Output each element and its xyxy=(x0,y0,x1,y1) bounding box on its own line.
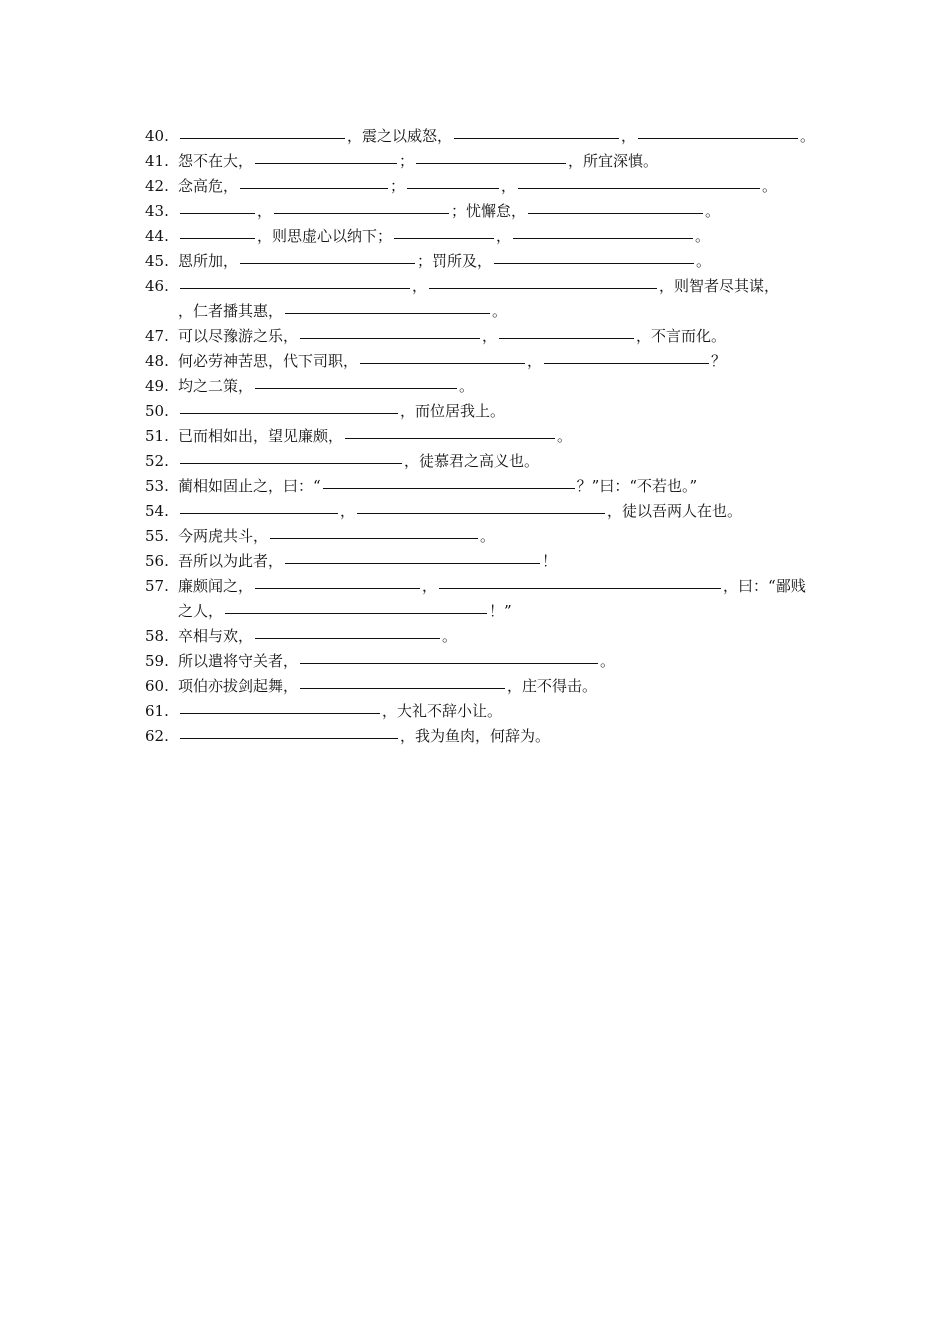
question-text: ，曰：“鄙贱 xyxy=(723,577,806,595)
answer-blank[interactable] xyxy=(528,197,703,214)
answer-blank[interactable] xyxy=(180,222,255,239)
question-line xyxy=(145,349,810,374)
question-text: ，而位居我上。 xyxy=(400,402,506,420)
question-text: ，仁者播其惠， xyxy=(178,302,284,320)
answer-blank[interactable] xyxy=(394,222,494,239)
question-number: 43. xyxy=(145,202,169,220)
answer-blank[interactable] xyxy=(429,272,657,289)
question-text: 所以遣将守关者， xyxy=(178,652,299,670)
question-text: 。 xyxy=(705,202,721,220)
question-text: ；罚所及， xyxy=(417,252,493,270)
question-number: 58. xyxy=(145,627,169,645)
question-number: 53. xyxy=(145,477,169,495)
answer-blank[interactable] xyxy=(454,122,619,139)
answer-blank[interactable] xyxy=(180,197,255,214)
question-number: 44. xyxy=(145,227,169,245)
question-text: 项伯亦拔剑起舞， xyxy=(178,677,299,695)
question-text: ，则智者尽其谋， xyxy=(659,277,780,295)
answer-blank[interactable] xyxy=(255,622,440,639)
question-text: ，则思虚心以纳下； xyxy=(257,227,393,245)
question-text: ？ xyxy=(711,352,727,370)
answer-blank[interactable] xyxy=(255,572,420,589)
answer-blank[interactable] xyxy=(180,497,338,514)
question-text: ， xyxy=(621,127,637,145)
question-text: ，大礼不辞小让。 xyxy=(382,702,503,720)
question-text: 蔺相如固止之，曰：“ xyxy=(178,477,321,495)
question-line xyxy=(145,449,810,474)
question-text: ， xyxy=(422,577,438,595)
answer-blank[interactable] xyxy=(407,172,499,189)
question-text: 何必劳神苦思，代下司职， xyxy=(178,352,359,370)
question-number: 47. xyxy=(145,327,169,345)
answer-blank[interactable] xyxy=(270,522,478,539)
answer-blank[interactable] xyxy=(494,247,694,264)
question-text: 可以尽豫游之乐， xyxy=(178,327,299,345)
answer-blank[interactable] xyxy=(300,322,480,339)
question-number: 56. xyxy=(145,552,169,570)
question-line xyxy=(145,524,810,549)
question-line xyxy=(145,224,810,249)
answer-blank[interactable] xyxy=(180,447,402,464)
question-line xyxy=(145,299,810,324)
answer-blank[interactable] xyxy=(274,197,449,214)
question-text: ； xyxy=(399,152,415,170)
answer-blank[interactable] xyxy=(255,372,457,389)
question-text: ， xyxy=(501,177,517,195)
question-text: ， xyxy=(496,227,512,245)
question-line xyxy=(145,399,810,424)
answer-blank[interactable] xyxy=(544,347,709,364)
question-text: ！” xyxy=(489,602,512,620)
question-text: 。 xyxy=(480,527,496,545)
question-line xyxy=(145,499,810,524)
question-text: ！ xyxy=(542,552,558,570)
question-text: 。 xyxy=(695,227,711,245)
question-text: ， xyxy=(527,352,543,370)
question-text: 。 xyxy=(492,302,508,320)
question-text: ？”曰：“不若也。” xyxy=(576,477,698,495)
question-line xyxy=(145,574,810,599)
answer-blank[interactable] xyxy=(180,122,345,139)
question-line xyxy=(145,424,810,449)
question-number: 52. xyxy=(145,452,169,470)
question-number: 59. xyxy=(145,652,169,670)
question-line xyxy=(145,174,810,199)
answer-blank[interactable] xyxy=(300,672,505,689)
question-number: 48. xyxy=(145,352,169,370)
question-line xyxy=(145,324,810,349)
worksheet-page xyxy=(145,124,816,749)
answer-blank[interactable] xyxy=(499,322,634,339)
answer-blank[interactable] xyxy=(513,222,693,239)
question-number: 46. xyxy=(145,277,169,295)
answer-blank[interactable] xyxy=(255,147,397,164)
answer-blank[interactable] xyxy=(285,547,540,564)
question-number: 42. xyxy=(145,177,169,195)
question-line xyxy=(145,699,810,724)
question-text: 吾所以为此者， xyxy=(178,552,284,570)
question-number: 50. xyxy=(145,402,169,420)
question-text: ， xyxy=(482,327,498,345)
question-text: ，我为鱼肉，何辞为。 xyxy=(400,727,551,745)
answer-blank[interactable] xyxy=(416,147,566,164)
question-text: 今两虎共斗， xyxy=(178,527,269,545)
question-text: 。 xyxy=(600,652,616,670)
question-text: ，徒慕君之高义也。 xyxy=(404,452,540,470)
question-line xyxy=(145,549,810,574)
question-number: 60. xyxy=(145,677,169,695)
question-text: 均之二策， xyxy=(178,377,254,395)
question-line xyxy=(145,149,810,174)
question-text: ， xyxy=(340,502,356,520)
question-number: 41. xyxy=(145,152,169,170)
question-text: 念高危， xyxy=(178,177,239,195)
question-text: 之人， xyxy=(178,602,224,620)
question-number: 57. xyxy=(145,577,169,595)
answer-blank[interactable] xyxy=(180,722,398,739)
question-text: ；忧懈怠， xyxy=(451,202,527,220)
question-text: 。 xyxy=(557,427,573,445)
answer-blank[interactable] xyxy=(180,272,410,289)
question-number: 45. xyxy=(145,252,169,270)
answer-blank[interactable] xyxy=(240,247,415,264)
question-text: 。 xyxy=(800,127,816,145)
answer-blank[interactable] xyxy=(439,572,721,589)
question-number: 61. xyxy=(145,702,169,720)
answer-blank[interactable] xyxy=(345,422,555,439)
question-text: ，所宜深慎。 xyxy=(568,152,659,170)
question-text: ，震之以威怒， xyxy=(347,127,453,145)
answer-blank[interactable] xyxy=(518,172,760,189)
question-number: 62. xyxy=(145,727,169,745)
answer-blank[interactable] xyxy=(225,597,487,614)
answer-blank[interactable] xyxy=(300,647,598,664)
answer-blank[interactable] xyxy=(357,497,605,514)
question-text: 。 xyxy=(696,252,712,270)
question-text: ； xyxy=(390,177,406,195)
question-text: 。 xyxy=(442,627,458,645)
question-line xyxy=(145,674,810,699)
question-line xyxy=(145,649,810,674)
question-number: 55. xyxy=(145,527,169,545)
question-number: 51. xyxy=(145,427,169,445)
question-text: 卒相与欢， xyxy=(178,627,254,645)
question-line xyxy=(145,474,810,499)
question-line xyxy=(145,274,810,299)
question-line xyxy=(145,624,810,649)
question-text: 廉颇闻之， xyxy=(178,577,254,595)
answer-blank[interactable] xyxy=(638,122,798,139)
question-number: 40. xyxy=(145,127,169,145)
question-line xyxy=(145,249,810,274)
question-line xyxy=(145,199,810,224)
question-number: 49. xyxy=(145,377,169,395)
question-text: ，徒以吾两人在也。 xyxy=(607,502,743,520)
question-line xyxy=(145,374,810,399)
question-line xyxy=(145,599,810,624)
answer-blank[interactable] xyxy=(180,397,398,414)
question-text: ， xyxy=(412,277,428,295)
answer-blank[interactable] xyxy=(180,697,380,714)
answer-blank[interactable] xyxy=(285,297,490,314)
question-line xyxy=(145,724,810,749)
answer-blank[interactable] xyxy=(323,472,575,489)
question-text: ，不言而化。 xyxy=(636,327,727,345)
question-text: 。 xyxy=(762,177,778,195)
question-text: 已而相如出，望见廉颇， xyxy=(178,427,344,445)
answer-blank[interactable] xyxy=(360,347,525,364)
question-number: 54. xyxy=(145,502,169,520)
question-text: 恩所加， xyxy=(178,252,239,270)
question-text: 怨不在大， xyxy=(178,152,254,170)
answer-blank[interactable] xyxy=(240,172,388,189)
question-text: ， xyxy=(257,202,273,220)
question-text: ，庄不得击。 xyxy=(507,677,598,695)
question-text: 。 xyxy=(459,377,475,395)
question-line xyxy=(145,124,816,149)
